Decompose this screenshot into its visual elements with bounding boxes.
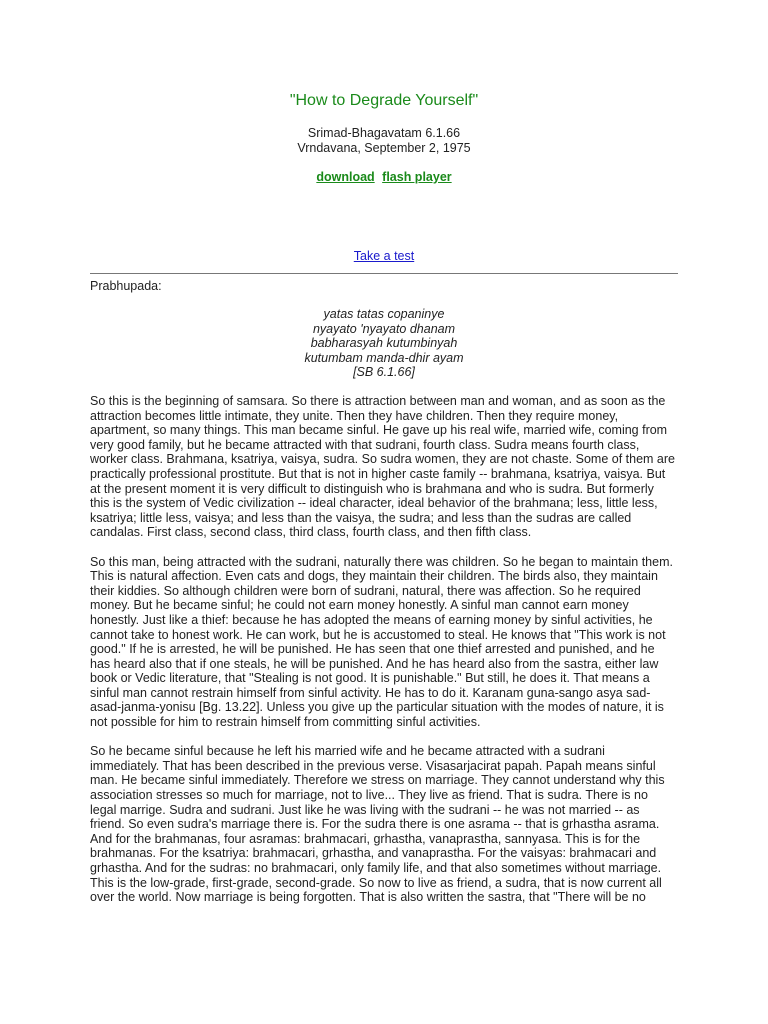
- verse-line: yatas tatas copaninye: [323, 307, 445, 321]
- flash-player-link[interactable]: flash player: [382, 170, 452, 184]
- verse-line: nyayato 'nyayato dhanam: [312, 321, 456, 336]
- horizontal-divider: [90, 273, 678, 274]
- lecture-body: [90, 394, 678, 919]
- lecture-place-date: Vrndavana, September 2, 1975: [297, 141, 471, 155]
- body-paragraph: So this is the beginning of samsara. So there is attraction between man and woman, and as soon as the attraction becomes little intimate, they unite. Then they have children. Then they require money, apartment, so many things. This man became sinful. He gave up his real wife, married wife, coming from very good family, but he became attracted with that sudrani, fourth class. Sudra means fourth class, worker class. Brahmana, ksatriya, vaisya, sudra. So sudra women, they are not chaste. Some of them are practically professional prostitute. But that is not in higher caste family -- brahmana, ksatriya, vaisya. But at the present moment it is very difficult to distinguish who is brahmana and who is sudra. But formerly this is the system of Vedic civilization -- ideal character, ideal behavior of the brahmana; less, little less, ksatriya; little less, vaisya; and less than the vaisya, the sudra; and less than the sudras are called candalas. First class, second class, third class, fourth class, and then fifth class.: [90, 394, 675, 540]
- verse-reference: [SB 6.1.66]: [353, 365, 415, 380]
- body-paragraph: So he became sinful because he left his married wife and he became attracted with a sudrani immediately. That has been described in the previous verse. Visasarjacirat papah. Papah means sinful man. He became sinful immediately. Therefore we stress on marriage. They cannot understand why this association stresses so much for marriage, not to live... They live as friend. That is sudra. There is no legal marrige. Sudra and sudrani. Just like he was living with the sudrani -- he was not married -- as friend. So even sudra's marriage there is. For the sudra there is one asrama -- that is grhastha asrama. And for the brahmanas, four asramas: brahmacari, grhastha, vanaprastha, sannyasa. This is for the brahmanas. For the ksatriya: brahmacari, grhastha, and vanaprastha. For the vaisyas: brahmacari and grhastha. And for the sudras: no brahmacari, only family life, and that also sometimes without marriage. This is the low-grade, first-grade, second-grade. So now to live as friend, a sudra, that is now current all over the world. Now marriage is being forgotten. That is also written the sastra, that "There will be no: [90, 744, 665, 905]
- speaker-label: Prabhupada:: [90, 279, 162, 293]
- verse-line: kutumbam manda-dhir ayam: [304, 350, 464, 365]
- download-link[interactable]: download: [316, 170, 375, 184]
- body-paragraph: So this man, being attracted with the sudrani, naturally there was children. So he began to maintain them. This is natural affection. Even cats and dogs, they maintain their children. The birds also, they maintain their kiddies. So although children were born of sudrani, natural, there was affection. So he required money. But he became sinful; he could not earn money honestly. A sinful man cannot earn money honestly. Just like a thief: because he has adopted the means of earning money by sinful activities, he cannot take to honest work. He can work, but he is accustomed to steal. He knows that "This work is not good." If he is arrested, he will be punished. He has seen that one thief arrested and punished, and he has heard also that if one steals, he will be punished. And he has heard also from the sastra, either law book or Vedic literature, that "Stealing is not good. It is punishable." But still, he does it. That means a sinful man cannot restrain himself from sinful activity. He has to do it. Karanam guna-sango asya sad- asad-janma-yonisu [Bg. 13.22]. Unless you give up the particular situation with the modes of nature, it is not possible for him to restrain himself from committing sinful activities.: [90, 554, 673, 730]
- media-links: [0, 170, 768, 184]
- lecture-source: Srimad-Bhagavatam 6.1.66: [307, 126, 461, 140]
- sanskrit-verse: [0, 307, 768, 380]
- lecture-info: [0, 126, 768, 156]
- take-test-container: [0, 249, 768, 263]
- take-test-link[interactable]: Take a test: [353, 249, 415, 263]
- verse-line: babharasyah kutumbinyah: [310, 336, 458, 351]
- page-title: "How to Degrade Yourself": [289, 92, 479, 109]
